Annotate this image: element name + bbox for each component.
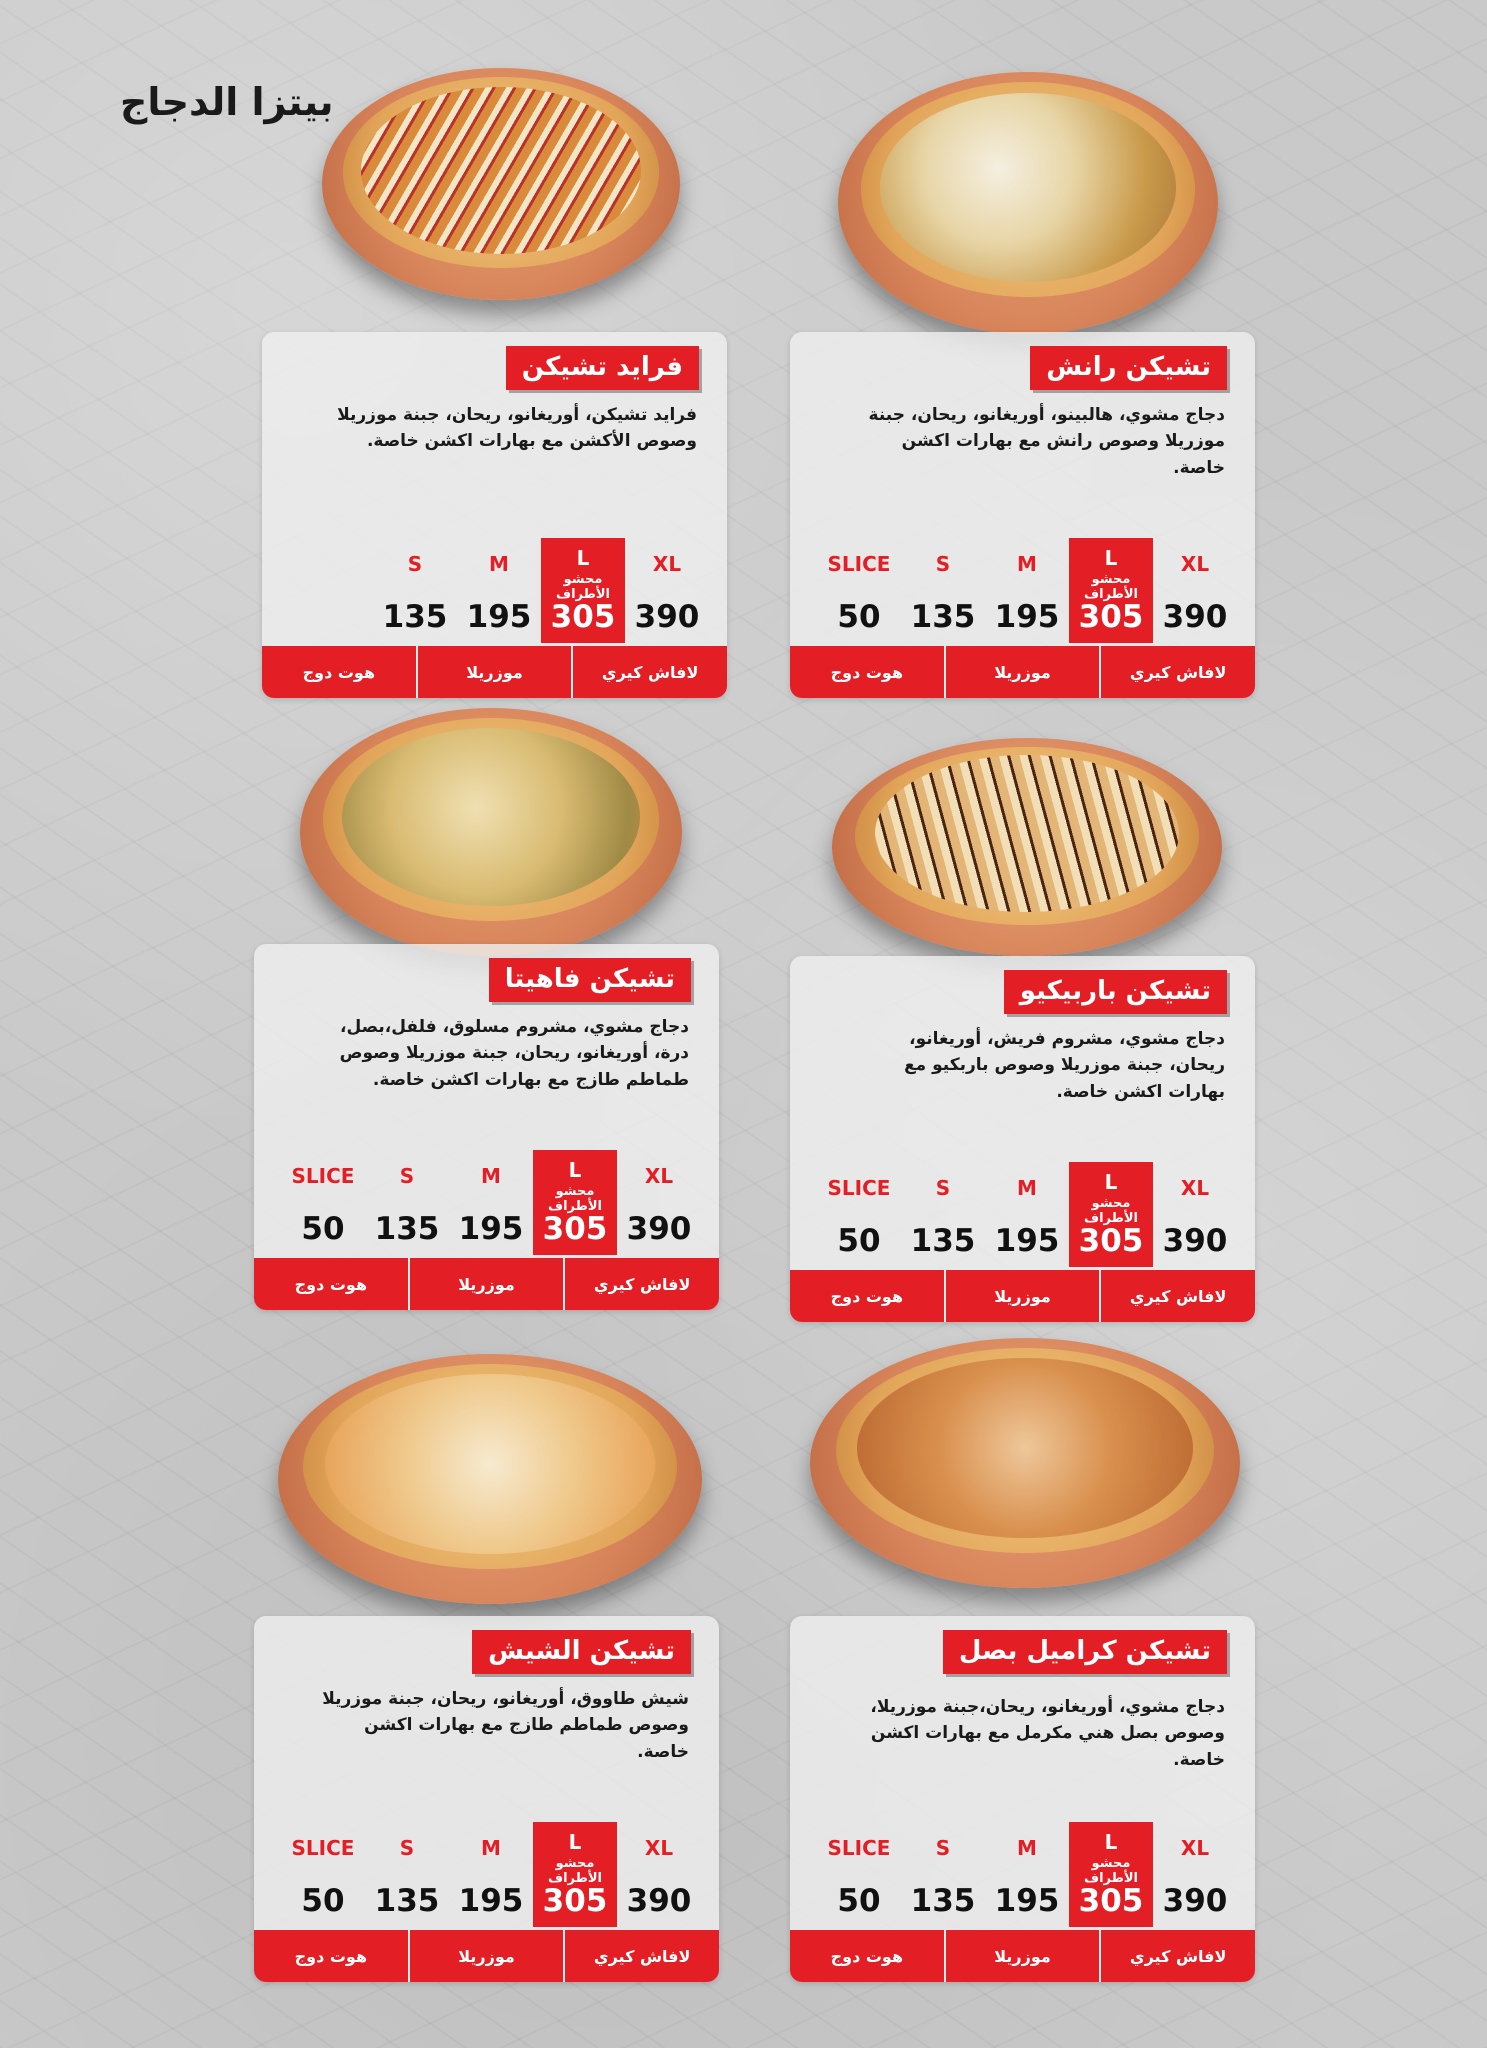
option-lavash-kiri: لافاش كيري xyxy=(563,1258,719,1310)
crust-options xyxy=(254,1930,719,1982)
price: 305 xyxy=(1078,599,1144,635)
price: 305 xyxy=(542,1211,608,1247)
size-slice: SLICE 50 xyxy=(281,1822,365,1927)
size-xl: XL 390 xyxy=(1153,538,1237,643)
size-m: M 195 xyxy=(985,538,1069,643)
price: 135 xyxy=(910,599,976,635)
size-xl: XL 390 xyxy=(617,1822,701,1927)
price: 135 xyxy=(910,1223,976,1259)
option-hot-dog: هوت دوج xyxy=(254,1930,408,1982)
price: 195 xyxy=(458,1211,524,1247)
size-m: M 195 xyxy=(457,538,541,643)
price: 50 xyxy=(301,1883,345,1919)
option-lavash-kiri: لافاش كيري xyxy=(1099,646,1255,698)
size-l-highlight: L محشو الأطراف 305 xyxy=(533,1150,617,1255)
crust-options xyxy=(790,1930,1255,1982)
menu-card-chicken-ranch xyxy=(790,332,1255,698)
menu-card-chicken-caramel-onion xyxy=(790,1616,1255,1982)
size-slice: SLICE 50 xyxy=(281,1150,365,1255)
card-description: دجاج مشوي، أوريغانو، ريحان،جبنة موزريلا، وصوص بصل هني مكرمل مع بهارات اكشن خاصة. xyxy=(870,1697,1225,1770)
option-mozzarella: موزريلا xyxy=(944,646,1100,698)
price: 390 xyxy=(1162,599,1228,635)
price: 305 xyxy=(550,599,616,635)
page-title: بيتزا الدجاج xyxy=(120,80,334,124)
price: 195 xyxy=(466,599,532,635)
size-xl: XL 390 xyxy=(1153,1162,1237,1267)
size-s: S 135 xyxy=(373,538,457,643)
card-description: شيش طاووق، أوريغانو، ريحان، جبنة موزريلا وصوص طماطم طازج مع بهارات اكشن خاصة. xyxy=(322,1689,689,1762)
size-xl: XL 390 xyxy=(625,538,709,643)
card-title: تشيكن كراميل بصل xyxy=(943,1630,1227,1674)
price: 390 xyxy=(626,1883,692,1919)
size-slice: SLICE 50 xyxy=(817,538,901,643)
size-s: S 135 xyxy=(365,1150,449,1255)
option-lavash-kiri: لافاش كيري xyxy=(1099,1930,1255,1982)
card-description: فرايد تشيكن، أوريغانو، ريحان، جبنة موزريلا وصوص الأكشن مع بهارات اكشن خاصة. xyxy=(337,405,697,452)
price: 135 xyxy=(374,1883,440,1919)
menu-card-chicken-fajita xyxy=(254,944,719,1310)
price: 195 xyxy=(994,599,1060,635)
pizza-image-fried-chicken xyxy=(322,68,680,300)
size-l-highlight: L محشو الأطراف 305 xyxy=(1069,1822,1153,1927)
size-m: M 195 xyxy=(985,1822,1069,1927)
size-l-highlight: L محشو الأطراف 305 xyxy=(1069,1162,1153,1267)
size-s: S 135 xyxy=(901,538,985,643)
price: 135 xyxy=(382,599,448,635)
option-hot-dog: هوت دوج xyxy=(262,646,416,698)
crust-options xyxy=(790,1270,1255,1322)
price: 50 xyxy=(837,1883,881,1919)
crust-options xyxy=(790,646,1255,698)
price: 50 xyxy=(837,1223,881,1259)
crust-options xyxy=(254,1258,719,1310)
option-hot-dog: هوت دوج xyxy=(790,646,944,698)
price: 390 xyxy=(1162,1883,1228,1919)
option-lavash-kiri: لافاش كيري xyxy=(571,646,727,698)
price: 305 xyxy=(1078,1223,1144,1259)
size-price-row xyxy=(810,1162,1237,1267)
size-s: S 135 xyxy=(901,1162,985,1267)
option-hot-dog: هوت دوج xyxy=(790,1930,944,1982)
size-m: M 195 xyxy=(449,1822,533,1927)
price: 305 xyxy=(542,1883,608,1919)
size-s: S 135 xyxy=(365,1822,449,1927)
crust-options xyxy=(262,646,727,698)
price: 50 xyxy=(837,599,881,635)
size-m: M 195 xyxy=(985,1162,1069,1267)
menu-card-chicken-shish xyxy=(254,1616,719,1982)
card-title: تشيكن باربيكيو xyxy=(1004,970,1227,1014)
card-description: دجاج مشوي، مشروم مسلوق، فلفل،بصل، درة، أوريغانو، ريحان، جبنة موزريلا وصوص طماطم طازج مع بهارات اكشن خاصة. xyxy=(339,1017,689,1090)
size-price-row xyxy=(274,1822,701,1927)
pizza-image-ranch xyxy=(838,72,1218,334)
option-lavash-kiri: لافاش كيري xyxy=(1099,1270,1255,1322)
size-m: M 195 xyxy=(449,1150,533,1255)
menu-card-chicken-bbq xyxy=(790,956,1255,1322)
card-title: تشيكن فاهيتا xyxy=(489,958,691,1002)
option-mozzarella: موزريلا xyxy=(944,1930,1100,1982)
card-title: تشيكن الشيش xyxy=(472,1630,691,1674)
price: 390 xyxy=(1162,1223,1228,1259)
card-description: دجاج مشوي، مشروم فريش، أوريغانو، ريحان، جبنة موزريلا وصوص باربكيو مع بهارات اكشن خاصة. xyxy=(904,1029,1225,1102)
size-price-row xyxy=(810,1822,1237,1927)
size-l-highlight: L محشو الأطراف 305 xyxy=(533,1822,617,1927)
price: 195 xyxy=(994,1883,1060,1919)
size-l-highlight: L محشو الأطراف 305 xyxy=(541,538,625,643)
size-price-row xyxy=(274,1150,701,1255)
option-hot-dog: هوت دوج xyxy=(254,1258,408,1310)
price: 390 xyxy=(634,599,700,635)
option-mozzarella: موزريلا xyxy=(408,1258,564,1310)
size-slice: SLICE 50 xyxy=(817,1162,901,1267)
size-slice: SLICE 50 xyxy=(817,1822,901,1927)
card-description: دجاج مشوي، هالبينو، أوريغانو، ريحان، جبنة موزريلا وصوص رانش مع بهارات اكشن خاصة. xyxy=(868,405,1225,478)
price: 135 xyxy=(374,1211,440,1247)
price: 195 xyxy=(458,1883,524,1919)
size-xl: XL 390 xyxy=(617,1150,701,1255)
size-xl: XL 390 xyxy=(1153,1822,1237,1927)
price: 50 xyxy=(301,1211,345,1247)
size-price-row xyxy=(810,538,1237,643)
pizza-image-caramel-onion xyxy=(810,1338,1240,1588)
option-mozzarella: موزريلا xyxy=(408,1930,564,1982)
price: 195 xyxy=(994,1223,1060,1259)
price: 305 xyxy=(1078,1883,1144,1919)
option-mozzarella: موزريلا xyxy=(944,1270,1100,1322)
card-title: تشيكن رانش xyxy=(1030,346,1227,390)
menu-card-fried-chicken xyxy=(262,332,727,698)
option-hot-dog: هوت دوج xyxy=(790,1270,944,1322)
size-s: S 135 xyxy=(901,1822,985,1927)
card-title: فرايد تشيكن xyxy=(506,346,699,390)
pizza-image-bbq xyxy=(832,738,1222,956)
option-mozzarella: موزريلا xyxy=(416,646,572,698)
pizza-image-shish xyxy=(278,1354,702,1604)
price: 390 xyxy=(626,1211,692,1247)
size-price-row xyxy=(282,538,709,643)
pizza-image-fajita xyxy=(300,708,682,956)
option-lavash-kiri: لافاش كيري xyxy=(563,1930,719,1982)
size-l-highlight: L محشو الأطراف 305 xyxy=(1069,538,1153,643)
price: 135 xyxy=(910,1883,976,1919)
